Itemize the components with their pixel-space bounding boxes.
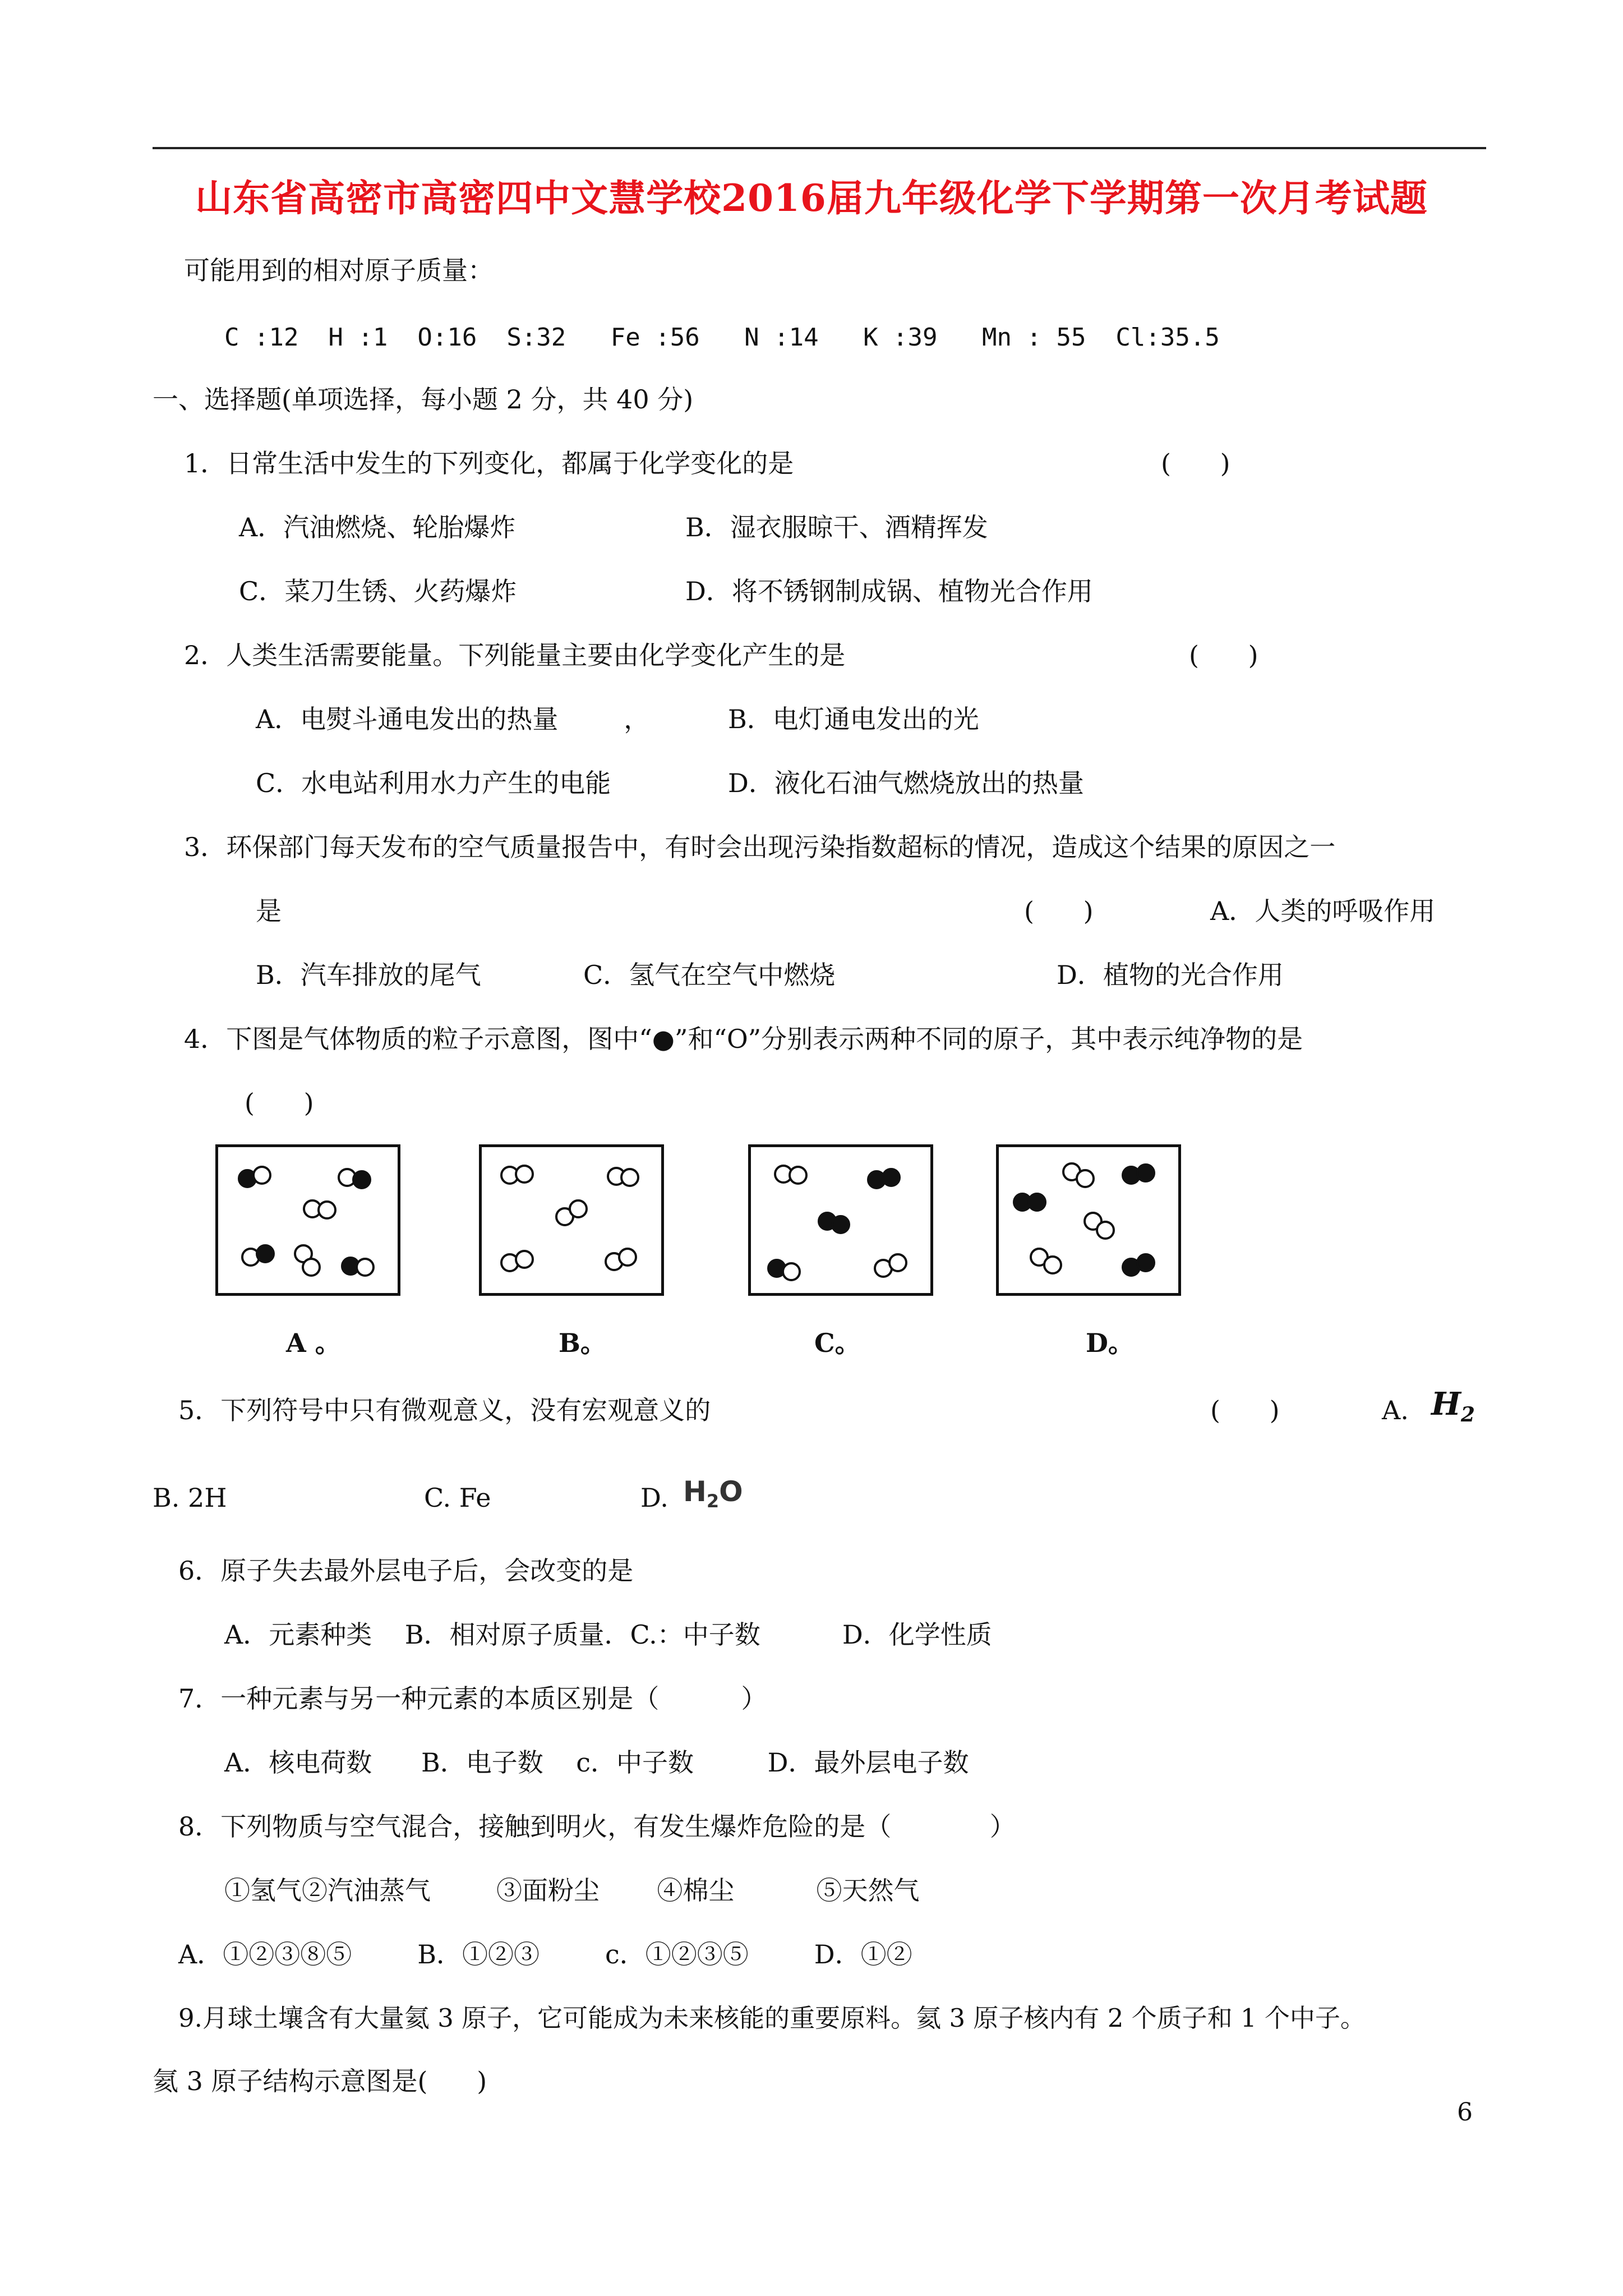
- particle-diagram-b: [479, 1144, 664, 1296]
- question-2-answer-blank: ( ): [1189, 640, 1258, 670]
- question-3-option-d: D．植物的光合作用: [1057, 960, 1284, 990]
- formula-h2o-subscript: 2: [706, 1490, 720, 1512]
- question-3-option-a: A．人类的呼吸作用: [1210, 896, 1436, 926]
- question-2-option-d: D．液化石油气燃烧放出的热量: [728, 768, 1084, 798]
- question-6-options: A．元素种类 B．相对原子质量．C.：中子数 D．化学性质: [224, 1619, 992, 1650]
- question-3-stem-continued: 是: [256, 896, 282, 926]
- question-8-stem: 8．下列物质与空气混合，接触到明火，有发生爆炸危险的是（ ）: [178, 1811, 1016, 1842]
- diagram-label-d: D。: [1086, 1328, 1134, 1358]
- formula-h2-letter: H: [1431, 1386, 1461, 1423]
- question-1-option-b: B．湿衣服晾干、酒精挥发: [685, 512, 988, 542]
- particle-diagram-d-graphic: [999, 1147, 1178, 1293]
- question-4-stem: 4．下图是气体物质的粒子示意图，图中“●”和“O”分别表示两种不同的原子，其中表示纯净物的是: [184, 1024, 1303, 1054]
- page-number: 6: [1457, 2098, 1473, 2127]
- question-5-option-a-label: A.: [1382, 1395, 1409, 1425]
- formula-h2o-o: O: [719, 1475, 743, 1508]
- particle-diagram-d: [996, 1144, 1181, 1296]
- question-2-option-a: A．电熨斗通电发出的热量 ，: [256, 704, 650, 734]
- question-4-answer-blank: ( ): [245, 1088, 314, 1118]
- question-1-answer-blank: ( ): [1161, 448, 1230, 478]
- diagram-label-b: B。: [559, 1328, 606, 1358]
- particle-diagram-a-graphic: [218, 1147, 398, 1293]
- header-rule: [153, 147, 1486, 149]
- question-1-stem: 1．日常生活中发生的下列变化，都属于化学变化的是: [184, 448, 794, 478]
- question-7-options: A．核电荷数 B．电子数 c．中子数 D．最外层电子数: [224, 1747, 969, 1778]
- question-5-option-b: B. 2H: [153, 1483, 227, 1513]
- question-1-option-d: D．将不锈钢制成锅、植物光合作用: [685, 576, 1093, 606]
- diagram-label-a: A 。: [286, 1328, 341, 1358]
- question-5-option-c: C. Fe: [424, 1483, 491, 1513]
- question-7-stem: 7．一种元素与另一种元素的本质区别是（ ）: [178, 1683, 767, 1714]
- question-3-option-b: B．汽车排放的尾气: [256, 960, 481, 990]
- formula-h2-subscript: 2: [1460, 1403, 1475, 1427]
- question-2-option-b: B．电灯通电发出的光: [728, 704, 979, 734]
- section-heading: 一、选择题(单项选择，每小题 2 分，共 40 分): [153, 384, 694, 415]
- particle-diagram-c: [748, 1144, 933, 1296]
- question-6-stem: 6．原子失去最外层电子后，会改变的是: [178, 1556, 634, 1586]
- question-9-stem: 9.月球土壤含有大量氦 3 原子，它可能成为未来核能的重要原料。氦 3 原子核内有 2 个质子和 1 个中子。: [178, 2003, 1366, 2033]
- question-2-stem: 2．人类生活需要能量。下列能量主要由化学变化产生的是: [184, 640, 846, 670]
- question-8-items: ①氢气②汽油蒸气 ③面粉尘 ④棉尘 ⑤天然气: [224, 1875, 920, 1906]
- diagram-label-c: C。: [814, 1328, 861, 1358]
- question-5-answer-blank: ( ): [1210, 1395, 1280, 1425]
- question-3-answer-blank: ( ): [1024, 896, 1094, 926]
- question-3-option-c: C．氢气在空气中燃烧: [583, 960, 836, 990]
- question-5-stem: 5．下列符号中只有微观意义，没有宏观意义的: [178, 1395, 711, 1425]
- particle-diagram-b-graphic: [482, 1147, 661, 1293]
- question-9-stem-continued: 氦 3 原子结构示意图是( ): [153, 2066, 487, 2096]
- question-1-option-c: C．菜刀生锈、火药爆炸: [239, 576, 517, 606]
- particle-diagram-c-graphic: [751, 1147, 930, 1293]
- page-title: 山东省高密市高密四中文慧学校2016届九年级化学下学期第一次月考试题: [195, 176, 1428, 220]
- question-5-option-a-formula: [1431, 1386, 1475, 1427]
- question-1-option-a: A．汽油燃烧、轮胎爆炸: [239, 512, 516, 542]
- question-5-option-d-label: D.: [640, 1483, 668, 1513]
- atomic-masses: C :12 H :1 O:16 S:32 Fe :56 N :14 K :39 Mn : 55 Cl:35.5: [224, 323, 1220, 352]
- question-8-options: A．①②③⑧⑤ B．①②③ c．①②③⑤ D．①②: [178, 1939, 912, 1970]
- intro-label: 可能用到的相对原子质量：: [184, 255, 494, 286]
- question-3-stem: 3．环保部门每天发布的空气质量报告中，有时会出现污染指数超标的情况，造成这个结果的原因之一: [184, 832, 1336, 862]
- question-2-option-c: C．水电站利用水力产生的电能: [256, 768, 611, 798]
- particle-diagram-a: [215, 1144, 400, 1296]
- formula-h2o-h: H: [683, 1475, 707, 1508]
- question-5-option-d-formula: [683, 1475, 743, 1512]
